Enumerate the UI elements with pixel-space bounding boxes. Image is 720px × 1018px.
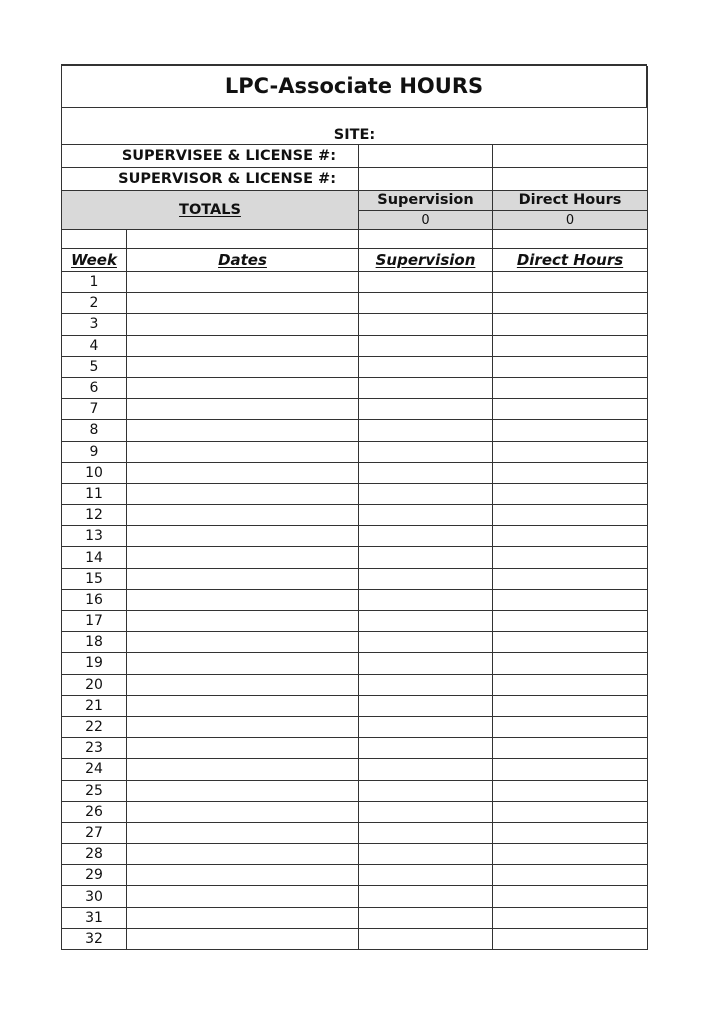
week-number: 31 [62, 908, 127, 929]
dates-cell[interactable] [127, 781, 359, 802]
supervisee-field-1[interactable] [359, 145, 493, 168]
week-number: 15 [62, 569, 127, 590]
supervisee-field-2[interactable] [493, 145, 648, 168]
totals-direct-hours-header: Direct Hours [493, 191, 648, 211]
direct-hours-cell[interactable] [493, 738, 648, 759]
week-number: 17 [62, 611, 127, 632]
supervision-cell[interactable] [359, 632, 493, 653]
supervision-cell[interactable] [359, 865, 493, 886]
dates-cell[interactable] [127, 611, 359, 632]
week-number: 13 [62, 526, 127, 547]
dates-cell[interactable] [127, 272, 359, 293]
week-number: 18 [62, 632, 127, 653]
supervision-cell[interactable] [359, 908, 493, 929]
week-number: 12 [62, 505, 127, 526]
dates-cell[interactable] [127, 908, 359, 929]
dates-cell[interactable] [127, 929, 359, 950]
totals-supervision-header: Supervision [359, 191, 493, 211]
supervision-cell[interactable] [359, 886, 493, 907]
dates-cell[interactable] [127, 653, 359, 674]
week-number: 20 [62, 675, 127, 696]
supervisor-label: SUPERVISOR & LICENSE #: [62, 168, 359, 191]
direct-hours-cell[interactable] [493, 484, 648, 505]
direct-hours-cell[interactable] [493, 886, 648, 907]
direct-hours-cell[interactable] [493, 272, 648, 293]
week-number: 23 [62, 738, 127, 759]
direct-hours-cell[interactable] [493, 442, 648, 463]
week-number: 30 [62, 886, 127, 907]
week-number: 24 [62, 759, 127, 780]
column-header-week: Week [62, 249, 127, 272]
week-number: 6 [62, 378, 127, 399]
dates-cell[interactable] [127, 865, 359, 886]
week-number: 16 [62, 590, 127, 611]
dates-cell[interactable] [127, 442, 359, 463]
spacer-cell [359, 230, 493, 249]
hours-table [61, 64, 647, 950]
dates-cell[interactable] [127, 675, 359, 696]
spacer-cell [127, 230, 359, 249]
week-number: 3 [62, 314, 127, 335]
direct-hours-cell[interactable] [493, 696, 648, 717]
dates-cell[interactable] [127, 886, 359, 907]
supervision-cell[interactable] [359, 929, 493, 950]
direct-hours-cell[interactable] [493, 590, 648, 611]
supervision-cell[interactable] [359, 611, 493, 632]
spacer-cell [493, 230, 648, 249]
direct-hours-cell[interactable] [493, 717, 648, 738]
week-number: 26 [62, 802, 127, 823]
dates-cell[interactable] [127, 590, 359, 611]
dates-cell[interactable] [127, 759, 359, 780]
week-number: 22 [62, 717, 127, 738]
supervision-cell[interactable] [359, 293, 493, 314]
column-header-dates: Dates [127, 249, 359, 272]
supervision-cell[interactable] [359, 823, 493, 844]
supervision-cell[interactable] [359, 505, 493, 526]
week-number: 1 [62, 272, 127, 293]
direct-hours-cell[interactable] [493, 908, 648, 929]
dates-cell[interactable] [127, 696, 359, 717]
week-number: 14 [62, 547, 127, 568]
dates-cell[interactable] [127, 738, 359, 759]
dates-cell[interactable] [127, 357, 359, 378]
supervision-cell[interactable] [359, 336, 493, 357]
hours-log-sheet [61, 64, 647, 950]
supervision-cell[interactable] [359, 590, 493, 611]
direct-hours-cell[interactable] [493, 378, 648, 399]
supervision-cell[interactable] [359, 781, 493, 802]
dates-cell[interactable] [127, 378, 359, 399]
direct-hours-cell[interactable] [493, 357, 648, 378]
direct-hours-cell[interactable] [493, 929, 648, 950]
supervision-cell[interactable] [359, 484, 493, 505]
dates-cell[interactable] [127, 844, 359, 865]
supervision-cell[interactable] [359, 378, 493, 399]
dates-cell[interactable] [127, 420, 359, 441]
direct-hours-cell[interactable] [493, 293, 648, 314]
supervision-cell[interactable] [359, 675, 493, 696]
dates-cell[interactable] [127, 823, 359, 844]
supervision-cell[interactable] [359, 653, 493, 674]
week-number: 9 [62, 442, 127, 463]
week-number: 2 [62, 293, 127, 314]
dates-cell[interactable] [127, 632, 359, 653]
column-header-supervision: Supervision [359, 249, 493, 272]
direct-hours-cell[interactable] [493, 336, 648, 357]
dates-cell[interactable] [127, 463, 359, 484]
supervision-cell[interactable] [359, 717, 493, 738]
direct-hours-cell[interactable] [493, 526, 648, 547]
direct-hours-cell[interactable] [493, 463, 648, 484]
week-number: 8 [62, 420, 127, 441]
direct-hours-cell[interactable] [493, 759, 648, 780]
week-number: 7 [62, 399, 127, 420]
direct-hours-cell[interactable] [493, 802, 648, 823]
supervision-cell[interactable] [359, 272, 493, 293]
week-number: 19 [62, 653, 127, 674]
week-number: 28 [62, 844, 127, 865]
site-label: SITE: [62, 108, 648, 145]
direct-hours-cell[interactable] [493, 399, 648, 420]
totals-direct-hours-value: 0 [493, 211, 648, 230]
dates-cell[interactable] [127, 547, 359, 568]
supervision-cell[interactable] [359, 759, 493, 780]
direct-hours-cell[interactable] [493, 505, 648, 526]
direct-hours-cell[interactable] [493, 547, 648, 568]
week-number: 27 [62, 823, 127, 844]
dates-cell[interactable] [127, 505, 359, 526]
column-header-direct-hours: Direct Hours [493, 249, 648, 272]
direct-hours-cell[interactable] [493, 611, 648, 632]
supervision-cell[interactable] [359, 463, 493, 484]
supervision-cell[interactable] [359, 802, 493, 823]
week-number: 10 [62, 463, 127, 484]
dates-cell[interactable] [127, 314, 359, 335]
supervision-cell[interactable] [359, 844, 493, 865]
totals-supervision-value: 0 [359, 211, 493, 230]
supervision-cell[interactable] [359, 399, 493, 420]
supervisee-label: SUPERVISEE & LICENSE #: [62, 145, 359, 168]
supervision-cell[interactable] [359, 420, 493, 441]
supervision-cell[interactable] [359, 442, 493, 463]
direct-hours-cell[interactable] [493, 781, 648, 802]
dates-cell[interactable] [127, 717, 359, 738]
supervisor-field-1[interactable] [359, 168, 493, 191]
direct-hours-cell[interactable] [493, 823, 648, 844]
week-number: 32 [62, 929, 127, 950]
dates-cell[interactable] [127, 569, 359, 590]
supervision-cell[interactable] [359, 569, 493, 590]
direct-hours-cell[interactable] [493, 314, 648, 335]
direct-hours-cell[interactable] [493, 865, 648, 886]
week-number: 11 [62, 484, 127, 505]
supervision-cell[interactable] [359, 547, 493, 568]
dates-cell[interactable] [127, 399, 359, 420]
supervision-cell[interactable] [359, 314, 493, 335]
supervision-cell[interactable] [359, 696, 493, 717]
page-title: LPC-Associate HOURS [62, 66, 648, 108]
direct-hours-cell[interactable] [493, 420, 648, 441]
week-number: 21 [62, 696, 127, 717]
supervisor-field-2[interactable] [493, 168, 648, 191]
direct-hours-cell[interactable] [493, 675, 648, 696]
dates-cell[interactable] [127, 336, 359, 357]
supervision-cell[interactable] [359, 357, 493, 378]
dates-cell[interactable] [127, 484, 359, 505]
dates-cell[interactable] [127, 526, 359, 547]
week-number: 25 [62, 781, 127, 802]
week-number: 4 [62, 336, 127, 357]
direct-hours-cell[interactable] [493, 653, 648, 674]
dates-cell[interactable] [127, 293, 359, 314]
totals-label: TOTALS [62, 191, 359, 230]
week-number: 5 [62, 357, 127, 378]
supervision-cell[interactable] [359, 526, 493, 547]
week-number: 29 [62, 865, 127, 886]
spacer-cell [62, 230, 127, 249]
direct-hours-cell[interactable] [493, 844, 648, 865]
dates-cell[interactable] [127, 802, 359, 823]
direct-hours-cell[interactable] [493, 569, 648, 590]
direct-hours-cell[interactable] [493, 632, 648, 653]
supervision-cell[interactable] [359, 738, 493, 759]
